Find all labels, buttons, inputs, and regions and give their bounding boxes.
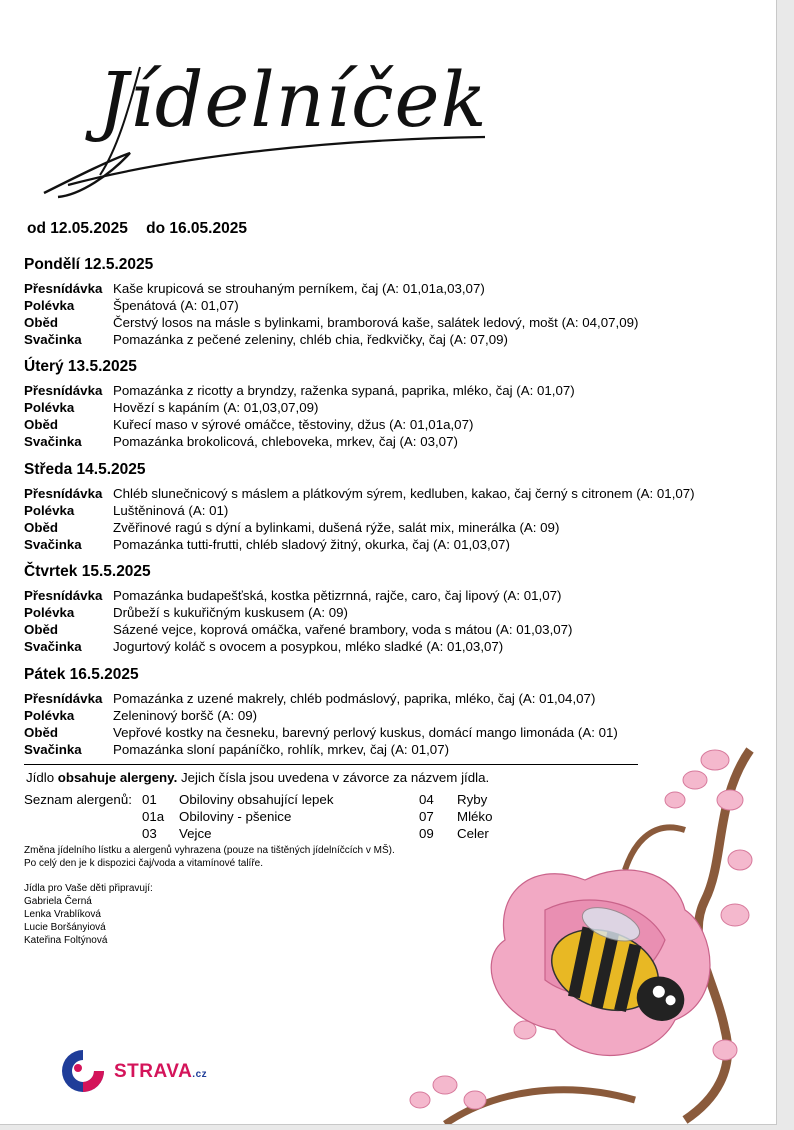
meal-description: Pomazánka brokolicová, chleboveka, mrkev, čaj (A: 03,07) bbox=[113, 434, 458, 449]
meal-row bbox=[24, 604, 724, 621]
meal-row bbox=[24, 502, 724, 519]
meal-description: Jogurtový koláč s ovocem a posypkou, mléko sladké (A: 01,03,07) bbox=[113, 639, 504, 654]
allergen-list-label: Seznam alergenů: bbox=[24, 792, 132, 807]
allergen-name: Vejce bbox=[179, 826, 212, 841]
staff-name: Lucie Boršányiová bbox=[24, 922, 106, 933]
meal-type: Přesnídávka bbox=[24, 383, 103, 398]
staff-block bbox=[24, 882, 153, 947]
meal-description: Luštěninová (A: 01) bbox=[113, 503, 229, 518]
day-title: Středa 14.5.2025 bbox=[24, 461, 146, 478]
meal-row bbox=[24, 399, 724, 416]
meal-type: Polévka bbox=[24, 708, 75, 723]
day-block bbox=[24, 563, 724, 655]
title-block bbox=[40, 55, 500, 205]
meal-description: Pomazánka z ricotty a bryndzy, raženka sypaná, paprika, mléko, čaj (A: 01,07) bbox=[113, 383, 575, 398]
meal-description: Zvěřinové ragú s dýní a bylinkami, dušená rýže, salát mix, minerálka (A: 09) bbox=[113, 520, 560, 535]
allergen-name: Mléko bbox=[457, 809, 493, 824]
meal-row bbox=[24, 331, 724, 348]
meal-description: Hovězí s kapáním (A: 01,03,07,09) bbox=[113, 400, 319, 415]
allergen-code: 01a bbox=[142, 809, 165, 824]
date-to: do 16.05.2025 bbox=[146, 220, 247, 237]
staff-name: Gabriela Černá bbox=[24, 896, 92, 907]
meal-description: Pomazánka sloní papáníčko, rohlík, mrkev, čaj (A: 01,07) bbox=[113, 742, 450, 757]
meal-row bbox=[24, 638, 724, 655]
meal-description: Vepřové kostky na česneku, barevný perlový kuskus, domácí mango limonáda (A: 01) bbox=[113, 725, 618, 740]
day-block bbox=[24, 256, 724, 348]
day-title: Čtvrtek 15.5.2025 bbox=[24, 563, 151, 580]
meal-type: Oběd bbox=[24, 520, 58, 535]
meal-type: Svačinka bbox=[24, 639, 82, 654]
meal-type: Polévka bbox=[24, 503, 75, 518]
day-title: Pátek 16.5.2025 bbox=[24, 666, 139, 683]
allergen-name: Ryby bbox=[457, 792, 488, 807]
meal-type: Oběd bbox=[24, 315, 58, 330]
logo-text-suffix: .cz bbox=[192, 1069, 208, 1080]
strava-logo[interactable] bbox=[58, 1046, 218, 1098]
allergen-code: 04 bbox=[419, 792, 434, 807]
allergen-name: Celer bbox=[457, 826, 489, 841]
meal-type: Přesnídávka bbox=[24, 486, 103, 501]
allergen-code: 01 bbox=[142, 792, 157, 807]
meal-row bbox=[24, 280, 724, 297]
day-title: Úterý 13.5.2025 bbox=[24, 358, 137, 375]
day-block bbox=[24, 461, 724, 553]
meal-description: Kaše krupicová se strouhaným perníkem, čaj (A: 01,01a,03,07) bbox=[113, 281, 485, 296]
meal-description: Zeleninový boršč (A: 09) bbox=[113, 708, 258, 723]
notes bbox=[24, 844, 395, 870]
meal-description: Špenátová (A: 01,07) bbox=[113, 298, 239, 313]
meal-row bbox=[24, 416, 724, 433]
meal-row bbox=[24, 707, 724, 724]
page-title: Jídelníček bbox=[98, 55, 488, 144]
allergen-name: Obiloviny obsahující lepek bbox=[179, 792, 334, 807]
meal-type: Přesnídávka bbox=[24, 281, 103, 296]
logo-text-main: STRAVA bbox=[114, 1061, 193, 1082]
strava-logo-icon bbox=[58, 1046, 108, 1096]
meal-description: Pomazánka z pečené zeleniny, chléb chia, ředkvičky, čaj (A: 07,09) bbox=[113, 332, 508, 347]
day-title: Pondělí 12.5.2025 bbox=[24, 256, 154, 273]
staff-name: Lenka Vrablíková bbox=[24, 909, 101, 920]
meal-description: Pomazánka tutti-frutti, chléb sladový žitný, okurka, čaj (A: 01,03,07) bbox=[113, 537, 510, 552]
day-block bbox=[24, 358, 724, 450]
meal-description: Pomazánka budapešťská, kostka pětizrnná, rajče, caro, čaj lipový (A: 01,07) bbox=[113, 588, 562, 603]
allergen-code: 09 bbox=[419, 826, 434, 841]
meal-type: Oběd bbox=[24, 725, 58, 740]
allergen-intro-bold: obsahuje alergeny. bbox=[57, 770, 178, 785]
meal-type: Svačinka bbox=[24, 434, 82, 449]
meal-row bbox=[24, 433, 724, 450]
meal-description: Čerstvý losos na másle s bylinkami, bramborová kaše, salátek ledový, mošt (A: 04,07,09) bbox=[113, 315, 639, 330]
meal-type: Přesnídávka bbox=[24, 588, 103, 603]
allergen-intro-prefix: Jídlo bbox=[26, 770, 58, 785]
meal-type: Polévka bbox=[24, 605, 75, 620]
note-line: Změna jídelního lístku a alergenů vyhrazena (pouze na tištěných jídelníčcích v MŠ). bbox=[24, 845, 395, 856]
meal-type: Oběd bbox=[24, 417, 58, 432]
meal-row bbox=[24, 536, 724, 553]
meal-type: Svačinka bbox=[24, 742, 82, 757]
staff-name: Kateřina Foltýnová bbox=[24, 935, 108, 946]
allergen-name: Obiloviny - pšenice bbox=[179, 809, 292, 824]
meal-row bbox=[24, 314, 724, 331]
meal-type: Oběd bbox=[24, 622, 58, 637]
date-range bbox=[27, 220, 261, 238]
meal-description: Drůbeží s kukuřičným kuskusem (A: 09) bbox=[113, 605, 348, 620]
meal-row bbox=[24, 621, 724, 638]
meal-row bbox=[24, 519, 724, 536]
meal-type: Polévka bbox=[24, 298, 75, 313]
meal-type: Přesnídávka bbox=[24, 691, 103, 706]
meal-type: Svačinka bbox=[24, 332, 82, 347]
strava-logo-text bbox=[114, 1061, 207, 1083]
meal-description: Sázené vejce, koprová omáčka, vařené brambory, voda s mátou (A: 01,03,07) bbox=[113, 622, 573, 637]
meal-description: Pomazánka z uzené makrely, chléb podmáslový, paprika, mléko, čaj (A: 01,04,07) bbox=[113, 691, 596, 706]
meal-description: Kuřecí maso v sýrové omáčce, těstoviny, džus (A: 01,01a,07) bbox=[113, 417, 474, 432]
staff-heading: Jídla pro Vaše děti připravují: bbox=[24, 883, 153, 894]
meal-row bbox=[24, 724, 724, 741]
allergen-code: 03 bbox=[142, 826, 157, 841]
meal-row bbox=[24, 382, 724, 399]
note-line: Po celý den je k dispozici čaj/voda a vitamínové talíře. bbox=[24, 858, 264, 869]
meal-row bbox=[24, 690, 724, 707]
meal-description: Chléb slunečnicový s máslem a plátkovým sýrem, kedluben, kakao, čaj černý s citronem (A: 01,07) bbox=[113, 486, 695, 501]
date-from: od 12.05.2025 bbox=[27, 220, 128, 237]
allergen-code: 07 bbox=[419, 809, 434, 824]
bee-blossom-illustration bbox=[385, 740, 765, 1124]
meal-type: Svačinka bbox=[24, 537, 82, 552]
meal-type: Polévka bbox=[24, 400, 75, 415]
meal-row bbox=[24, 297, 724, 314]
meal-row bbox=[24, 587, 724, 604]
allergen-intro-suffix: Jejich čísla jsou uvedena v závorce za názvem jídla. bbox=[177, 770, 490, 785]
meal-row bbox=[24, 485, 724, 502]
